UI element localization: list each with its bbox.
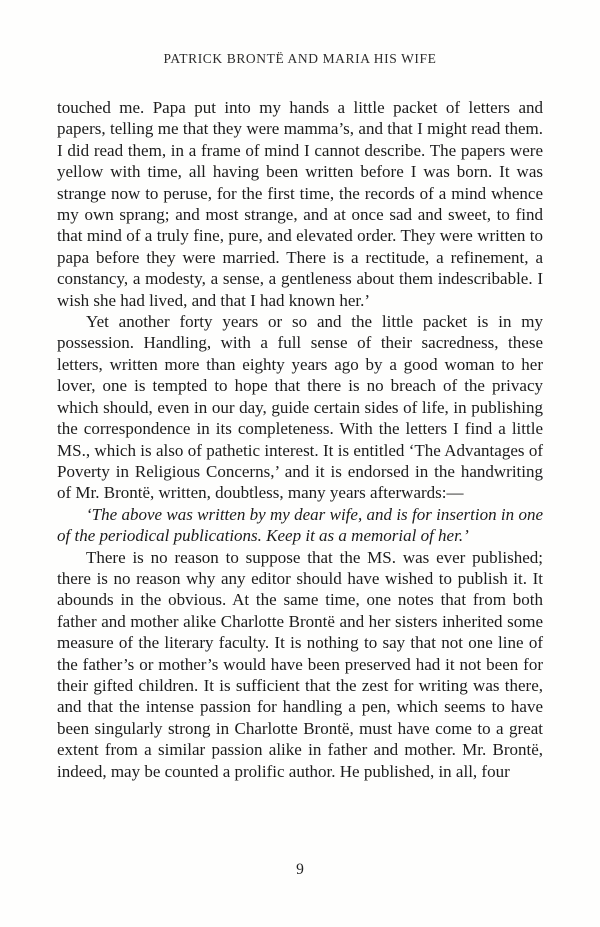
paragraph-touched-me: touched me. Papa put into my hands a little packet of letters and papers, telling me that they were mamma’s, and that I might read them. I did read them, in a frame of mind I cannot describe. The papers were yellow with time, all having been written before I was born. It was strange now to peruse, for the first time, the records of a mind whence my own sprang; and most strange, and at once sad and sweet, to find that mind of a truly fine, pure, and elevated order. They were written to papa before they were married. There is a rectitude, a refinement, a constancy, a modesty, a sense, a gentleness about them indescribable. I wish she had lived, and that I had known her.’ <box>57 98 543 310</box>
page-number: 9 <box>296 861 304 878</box>
body-text <box>57 97 543 782</box>
paragraph-no-reason: There is no reason to suppose that the MS. was ever published; there is no reason why any editor should have wished to publish it. It abounds in the obvious. At the same time, one notes that from both father and mother alike Charlotte Brontë and her sisters inherited some measure of the literary faculty. It is nothing to say that not one line of the father’s or mother’s would have been preserved had it not been for their gifted children. It is sufficient that the zest for writing was there, and that the intense passion for handling a pen, which seems to have been singularly strong in Charlotte Brontë, must have come to a great extent from a similar passion alike in father and mother. Mr. Brontë, indeed, may be counted a prolific author. He published, in all, four <box>57 547 543 781</box>
paragraph-quotation: ‘The above was written by my dear wife, and is for insertion in one of the periodical publications. Keep it as a memorial of her.’ <box>57 504 543 546</box>
paragraph-yet-another: Yet another forty years or so and the little packet is in my possession. Handling, with a full sense of their sacredness, these letters, written more than eighty years ago by a good woman to her lover, one is tempted to hope that there is no breach of the privacy which should, even in our day, guide certain sides of life, in publishing the correspondence in its completeness. With the letters I find a little MS., which is also of pathetic interest. It is entitled ‘The Advantages of Poverty in Religious Concerns,’ and it is endorsed in the handwriting of Mr. Brontë, written, doubtless, many years afterwards:— <box>57 312 543 503</box>
running-header: PATRICK BRONTË AND MARIA HIS WIFE <box>163 51 437 66</box>
